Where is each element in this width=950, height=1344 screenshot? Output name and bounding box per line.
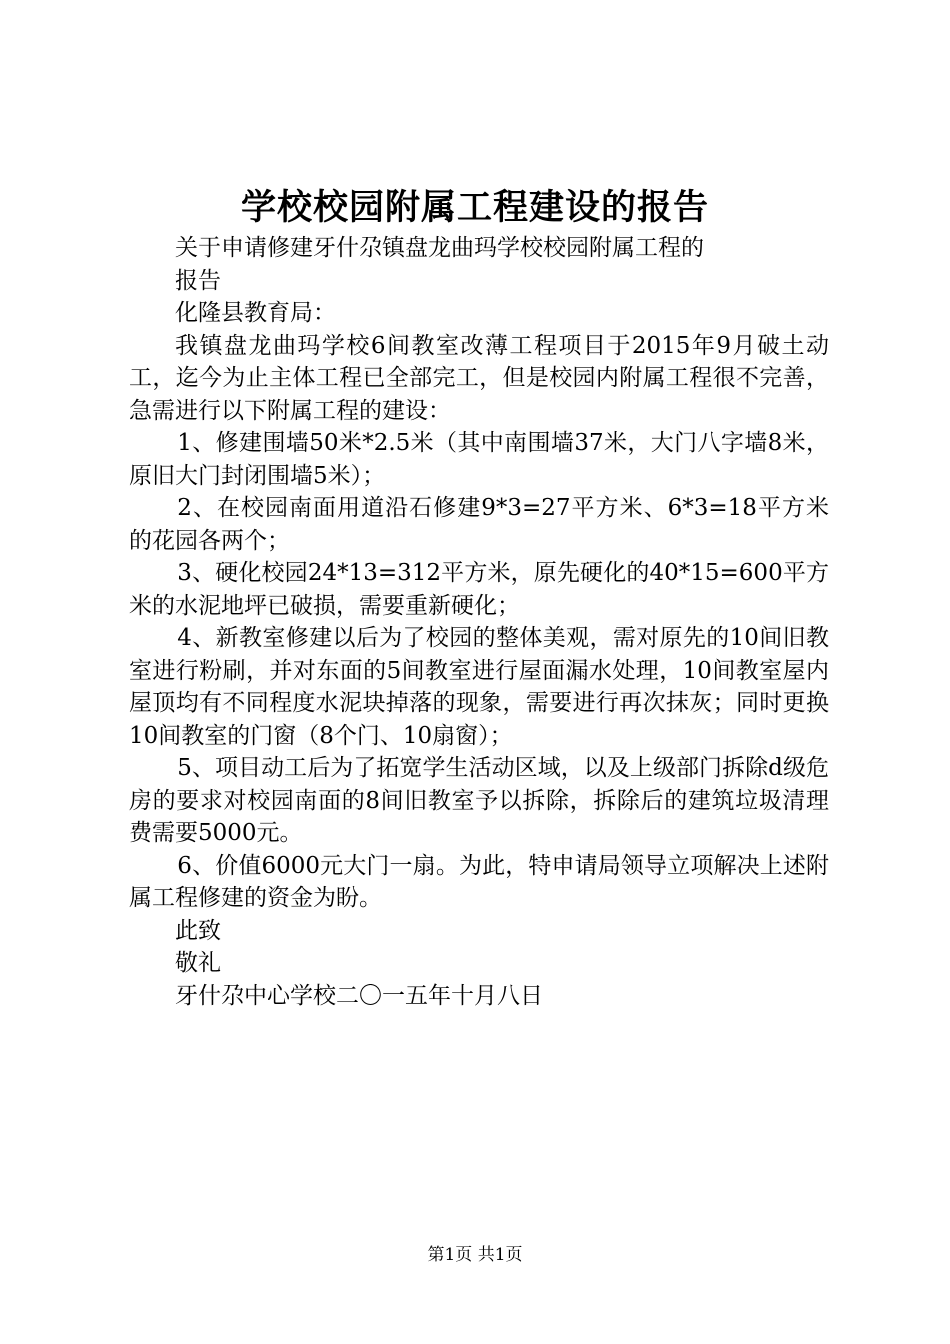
subtitle-line-2: 报告 <box>175 267 221 294</box>
recipient: 化隆县教育局： <box>175 300 336 326</box>
page-footer: 第1页 共1页 <box>427 1245 523 1265</box>
item-5: 5、项目动工后为了拓宽学生活动区域，以及上级部门拆除d级危房的要求对校园南面的8间旧教室予以拆除，拆除后的建筑垃圾清理费需要5000元。 <box>129 755 829 846</box>
item-4: 4、新教室修建以后为了校园的整体美观，需对原先的10间旧教室进行粉刷，并对东面的5间教室进行屋面漏水处理，10间教室屋内屋顶均有不同程度水泥块掉落的现象，需要进行再次抹灰；同时更换10间教室的门窗（8个门、10扇窗）； <box>129 625 829 749</box>
document-body <box>129 232 829 1012</box>
signature-line: 牙什尕中心学校二〇一五年十月八日 <box>175 982 543 1009</box>
closing-salutation-1: 此致 <box>175 917 221 944</box>
item-1: 1、修建围墙50米*2.5米（其中南围墙37米，大门八字墙8米，原旧大门封闭围墙5米）； <box>129 430 829 489</box>
subtitle-line-1: 关于申请修建牙什尕镇盘龙曲玛学校校园附属工程的 <box>175 235 704 261</box>
item-6: 6、价值6000元大门一扇。为此，特申请局领导立项解决上述附属工程修建的资金为盼。 <box>129 852 829 911</box>
closing-salutation-2: 敬礼 <box>175 950 221 976</box>
item-3: 3、硬化校园24*13=312平方米，原先硬化的40*15=600平方米的水泥地坪已破损，需要重新硬化； <box>129 560 829 619</box>
item-2: 2、在校园南面用道沿石修建9*3=27平方米、6*3=18平方米的花园各两个； <box>129 495 829 554</box>
document-title: 学校校园附属工程建设的报告 <box>240 187 709 228</box>
intro-paragraph: 我镇盘龙曲玛学校6间教室改薄工程项目于2015年9月破土动工，迄今为止主体工程已全部完工，但是校园内附属工程很不完善，急需进行以下附属工程的建设： <box>129 332 829 424</box>
